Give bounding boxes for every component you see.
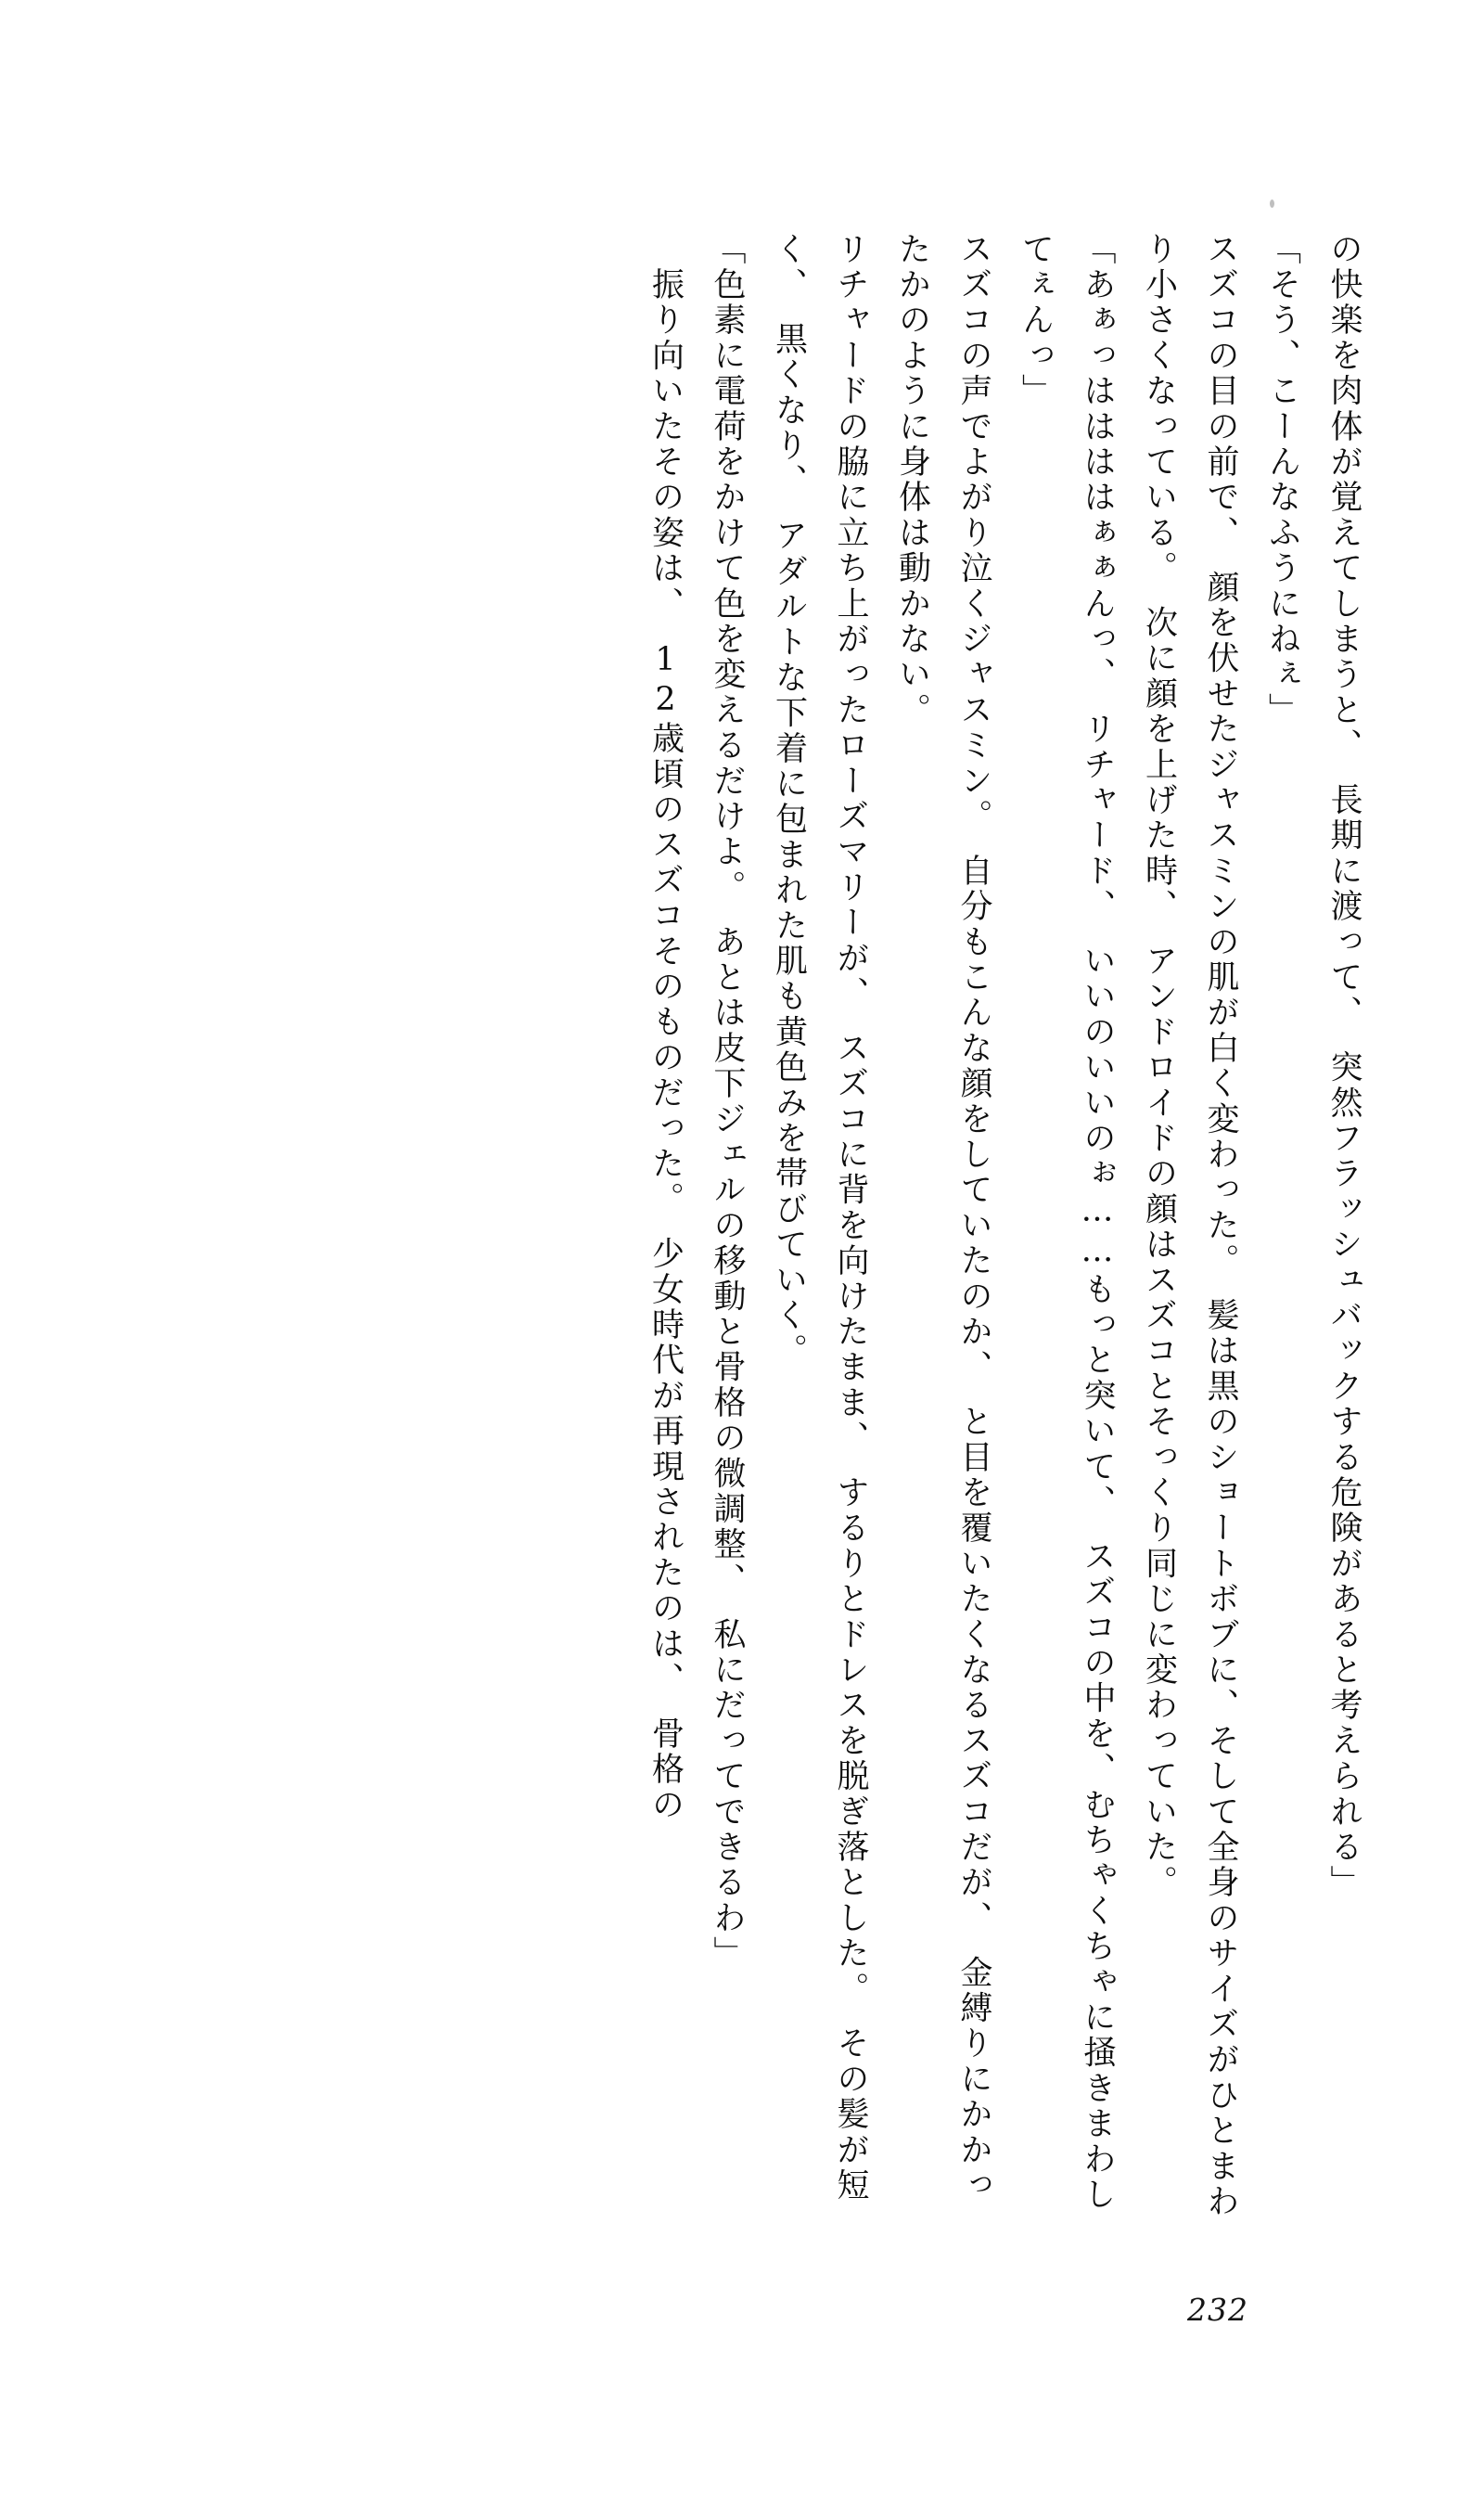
paragraph: の快楽を肉体が覚えてしまうと、 長期に渡って、 突然フラッシュバックする危険があると考えられる」 xyxy=(1325,232,1362,1901)
paragraph: 振り向いたその姿は、 12歳頃のスズコそのものだった。 少女時代が再現されたのは、 骨格の xyxy=(646,232,684,1823)
paragraph: 「色素に電荷をかけて色を変えるだけよ。 あとは皮下ジェルの移動と骨格の微調整、 私にだってできるわ」 xyxy=(709,232,746,1972)
paragraph: スズコの声でよがり泣くジャスミン。 自分もこんな顔をしていたのか、 と目を覆いたくなるスズコだが、 金縛りにかかったかのように身体は動かない。 xyxy=(893,232,992,2204)
scan-speck xyxy=(1270,199,1274,208)
paragraph: スズコの目の前で、 顔を伏せたジャスミンの肌が白く変わった。 髪は黒のショートボブに、そして全身のサイズがひとまわり小さくなっている。 次に顔を上げた時、 アンドロイドの顔はスズコとそっくり同じに変わっていた。 xyxy=(1140,232,1239,2220)
page-body-text xyxy=(141,232,1375,2236)
paragraph: 「そう、こーんなふうにねぇ」 xyxy=(1263,232,1301,728)
paragraph: リチャードの脇に立ち上がったローズマリーが、 スズコに背を向けたまま、 するりとドレスを脱ぎ落とした。 その髪が短く、 黒くなり、 アダルトな下着に包まれた肌も黄色みを帯びていく。 xyxy=(770,232,869,2204)
page-number: 232 xyxy=(1187,2292,1248,2328)
paragraph: 「あぁっははははぁぁんっ、 リチャード、 いいのいいのぉ……もっと突いて、 スズコの中を、むちゃくちゃに掻きまわしてぇんっ」 xyxy=(1017,232,1116,2213)
